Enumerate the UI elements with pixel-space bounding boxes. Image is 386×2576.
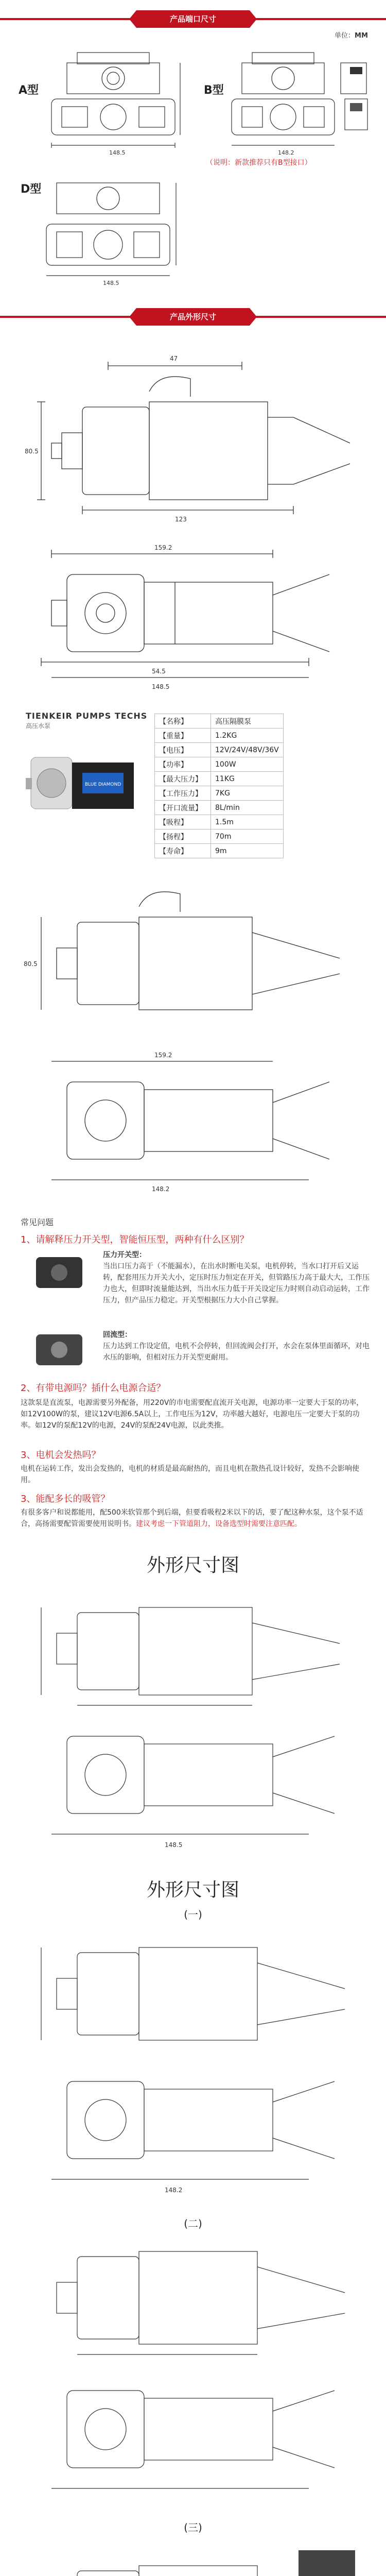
type-d-label: D型 bbox=[21, 183, 42, 196]
product-label: BLUE DIAMOND bbox=[85, 782, 121, 787]
spec-key: 【名称】 bbox=[155, 714, 211, 728]
dim-top: 47 bbox=[170, 355, 178, 362]
spec-row bbox=[155, 772, 284, 786]
dim-top2: 159.2 bbox=[154, 544, 172, 551]
top-view-2 bbox=[21, 1051, 381, 1206]
pressure-switch-photo bbox=[31, 1252, 93, 1293]
faq-a3: 这款泵是直流泵，电源需要另外配备，用220V的市电需要配直流开关电源，电源功率一定要大于泵的功率，如12V100W的泵，建议12V电源6.5A以上，工作电压为12V，功率越大越好，电源电压一定要大于泵的功率。如12V的泵配12V的电源，24V的泵配24V电源，以此类推。 bbox=[21, 1399, 364, 1430]
spec-row bbox=[155, 743, 284, 757]
brand-name: TIENKEIR PUMPS TECHS bbox=[26, 711, 148, 721]
b-photo bbox=[350, 67, 362, 74]
outline-1-top bbox=[21, 1716, 381, 1860]
spec-value: 1.5m bbox=[211, 815, 284, 829]
outline-2-sep: (二) bbox=[184, 2217, 202, 2230]
dim-top3: 159.2 bbox=[154, 1052, 172, 1059]
spec-key: 【重量】 bbox=[155, 728, 211, 743]
out1-dim: 148.5 bbox=[165, 1841, 183, 1849]
outline-3-side bbox=[21, 2236, 381, 2365]
faq-k2: 回流型： bbox=[103, 1331, 132, 1339]
b-photo-2 bbox=[350, 103, 362, 111]
section1-note: （说明：新款推荐只有B型接口） bbox=[206, 159, 312, 167]
spec-row bbox=[155, 728, 284, 743]
dim-b-w: 148.2 bbox=[278, 149, 294, 156]
product-photo bbox=[26, 737, 144, 840]
unit-label bbox=[335, 30, 368, 40]
spec-value: 7KG bbox=[211, 786, 284, 801]
section2-banner bbox=[0, 305, 386, 329]
outline-2-side bbox=[21, 1932, 381, 2056]
side-view-2 bbox=[21, 876, 381, 1046]
spec-value: 8L/min bbox=[211, 801, 284, 815]
type-d-drawing bbox=[36, 167, 190, 291]
brand-subtitle: 高压水泵 bbox=[26, 722, 51, 730]
type-b-drawing bbox=[221, 42, 376, 161]
faq-a5-highlight: 建议考虑一下管道阻力，设备选型时需要注意匹配。 bbox=[136, 1520, 302, 1528]
dim-w: 123 bbox=[175, 516, 187, 523]
spec-value: 9m bbox=[211, 844, 284, 858]
dim-h2: 80.5 bbox=[24, 960, 38, 968]
faq-title: 常见问题 bbox=[21, 1217, 54, 1227]
spec-key: 【吸程】 bbox=[155, 815, 211, 829]
spec-row bbox=[155, 714, 284, 728]
outline-1b-title: 外形尺寸图 bbox=[146, 1879, 239, 1901]
spec-value: 1.2KG bbox=[211, 728, 284, 743]
unit-text: 单位： bbox=[335, 32, 355, 40]
dim-a: 54.5 bbox=[152, 668, 166, 675]
outline-4-inset-photo bbox=[299, 2550, 355, 2576]
spec-key: 【工作压力】 bbox=[155, 786, 211, 801]
dim-total2: 148.2 bbox=[152, 1185, 170, 1193]
spec-row bbox=[155, 829, 284, 844]
spec-key: 【功率】 bbox=[155, 757, 211, 772]
section1-title: 产品端口尺寸 bbox=[136, 10, 250, 28]
top-view-1 bbox=[21, 544, 381, 698]
spec-row bbox=[155, 815, 284, 829]
spec-key: 【最大压力】 bbox=[155, 772, 211, 786]
type-a-label: A型 bbox=[19, 84, 39, 97]
side-view-1 bbox=[21, 350, 381, 536]
outline-3-top bbox=[21, 2370, 381, 2509]
faq-q1: 1、请解释压力开关型，智能恒压型，两种有什么区别？ bbox=[21, 1234, 249, 1245]
spec-row bbox=[155, 844, 284, 858]
spec-table bbox=[154, 714, 284, 858]
outline-1-sep: (一) bbox=[184, 1908, 202, 1921]
outline-1-side bbox=[21, 1587, 381, 1710]
dim-d-w: 148.5 bbox=[103, 280, 119, 286]
spec-value: 12V/24V/48V/36V bbox=[211, 743, 284, 757]
spec-key: 【开口流量】 bbox=[155, 801, 211, 815]
out2-dim: 148.2 bbox=[165, 2187, 183, 2194]
faq-q3: 3、电机会发热吗？ bbox=[21, 1450, 101, 1461]
section1-banner bbox=[0, 7, 386, 31]
faq-q4: 3、能配多长的吸管？ bbox=[21, 1494, 110, 1504]
faq-q2: 2、有带电源吗？插什么电源合适？ bbox=[21, 1383, 166, 1394]
faq-a5 bbox=[21, 1507, 365, 1530]
outline-4-side bbox=[21, 2545, 381, 2576]
spec-key: 【寿命】 bbox=[155, 844, 211, 858]
dim-h: 80.5 bbox=[25, 448, 39, 455]
spec-key: 【电压】 bbox=[155, 743, 211, 757]
spec-value: 70m bbox=[211, 829, 284, 844]
outline-2-top bbox=[21, 2061, 381, 2205]
type-a-drawing bbox=[41, 42, 190, 161]
faq-a5-text: 有很多客户和说都能用，配500米软管那个到后端，但要看吸程2米以下的话，要了配这种水泵，这个泵不适合，高扬需要配管需要使用说明书。 bbox=[21, 1509, 363, 1528]
spec-value: 100W bbox=[211, 757, 284, 772]
spec-value: 高压隔膜泵 bbox=[211, 714, 284, 728]
faq-k1: 压力开关型： bbox=[103, 1251, 146, 1259]
spec-row bbox=[155, 757, 284, 772]
type-b-label: B型 bbox=[204, 84, 224, 97]
outline-3-sep: (三) bbox=[184, 2521, 202, 2534]
faq-a1: 当出口压力高于（不能漏水），在出水时断电关泵，电机停转，当水口打开后又运转，配套用压力开关大小，定压时压力恒定在开关，但管路压力高于最大大，工作压力也大，但即时流量能达到，当出水压力低于开关设定压力时则自动启动运转，工作压力，但产品压力稳定。开关型根据压力大小自己掌握。 bbox=[103, 1262, 370, 1304]
section2-title: 产品外形尺寸 bbox=[136, 308, 250, 326]
outline-1-title: 外形尺寸图 bbox=[146, 1555, 239, 1576]
spec-key: 【扬程】 bbox=[155, 829, 211, 844]
unit-value: MM bbox=[355, 32, 368, 40]
return-valve-photo bbox=[31, 1329, 93, 1370]
spec-row bbox=[155, 786, 284, 801]
spec-value: 11KG bbox=[211, 772, 284, 786]
dim-total: 148.5 bbox=[152, 683, 170, 690]
dim-a-w: 148.5 bbox=[109, 149, 126, 156]
spec-row bbox=[155, 801, 284, 815]
faq-a2: 压力达到工作设定值，电机不会停转，但回流阀会打开，水会在泵体里面循环，对电水压的影响，但相对压力开关型更耐用。 bbox=[103, 1342, 370, 1362]
faq-a4: 电机在运转工作，发出会发热的，电机的材质是最高耐热的，而且电机在散热孔设计较好，发热不会影响使用。 bbox=[21, 1465, 359, 1484]
